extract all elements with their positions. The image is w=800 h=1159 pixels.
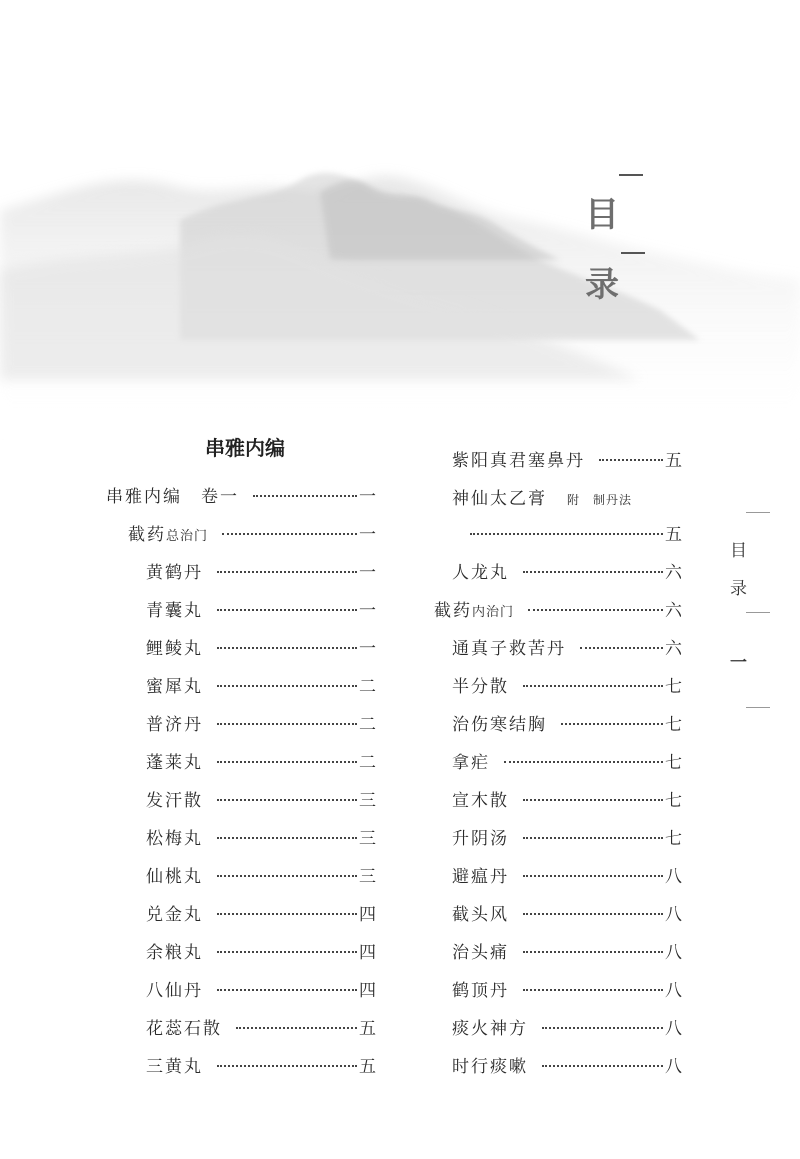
toc-entry-continued[interactable] [470, 520, 682, 548]
toc-entry-label: 余粮丸 [146, 943, 203, 963]
toc-entry[interactable] [106, 482, 376, 510]
leader-dots [217, 609, 357, 611]
leader-dots [580, 647, 663, 649]
toc-entry-page: 三 [359, 829, 376, 849]
toc-entry-label: 半分散 [452, 677, 509, 697]
toc-entry-page: 五 [665, 525, 682, 545]
toc-entry-label: 紫阳真君塞鼻丹 [452, 451, 585, 471]
toc-entry[interactable] [128, 520, 376, 548]
toc-entry-label: 花蕊石散 [146, 1019, 222, 1039]
toc-entry[interactable] [146, 558, 376, 586]
leader-dots [523, 571, 663, 573]
toc-entry-page: 七 [665, 753, 682, 773]
leader-dots [523, 951, 663, 953]
tab-rule-bottom [746, 707, 770, 708]
toc-entry[interactable] [146, 672, 376, 700]
title-dash-top [619, 174, 643, 176]
tab-page-number: 一 [730, 653, 747, 673]
leader-dots [217, 647, 357, 649]
toc-entry-page: 一 [359, 487, 376, 507]
toc-entry-page: 六 [665, 563, 682, 583]
tab-rule-middle [746, 612, 770, 613]
toc-entry-sublabel: 总治门 [166, 529, 209, 544]
toc-entry[interactable] [146, 748, 376, 776]
toc-entry-page: 五 [665, 451, 682, 471]
tab-rule-top [746, 512, 770, 513]
leader-dots [561, 723, 663, 725]
leader-dots [217, 951, 357, 953]
leader-dots [523, 989, 663, 991]
toc-entry-page: 二 [359, 715, 376, 735]
toc-entry-sublabel: 内治门 [472, 605, 515, 620]
leader-dots [217, 761, 357, 763]
toc-entry[interactable] [146, 938, 376, 966]
toc-entry-page: 五 [359, 1057, 376, 1077]
leader-dots [523, 799, 663, 801]
leader-dots [217, 875, 357, 877]
toc-entry[interactable] [146, 900, 376, 928]
toc-entry-page: 二 [359, 677, 376, 697]
toc-entry-label: 青囊丸 [146, 601, 203, 621]
toc-entry[interactable] [146, 710, 376, 738]
toc-entry-page: 一 [359, 525, 376, 545]
toc-entry-page: 二 [359, 753, 376, 773]
leader-dots [523, 837, 663, 839]
leader-dots [599, 459, 663, 461]
toc-entry-label: 黄鹤丹 [146, 563, 203, 583]
toc-entry-label: 升阴汤 [452, 829, 509, 849]
toc-entry-page: 八 [665, 1057, 682, 1077]
toc-entry[interactable] [452, 900, 682, 928]
tab-char-2: 录 [730, 579, 747, 599]
toc-entry[interactable] [146, 824, 376, 852]
page-title-vertical [585, 160, 645, 310]
title-char-2: 录 [585, 265, 619, 305]
toc-entry-label: 蜜犀丸 [146, 677, 203, 697]
toc-entry[interactable] [452, 786, 682, 814]
leader-dots [217, 837, 357, 839]
leader-dots [217, 799, 357, 801]
toc-entry-page: 八 [665, 1019, 682, 1039]
toc-entry-page: 一 [359, 639, 376, 659]
toc-entry[interactable] [452, 672, 682, 700]
toc-entry[interactable] [452, 710, 682, 738]
tab-char-1: 目 [730, 541, 747, 561]
toc-entry[interactable] [452, 824, 682, 852]
toc-entry[interactable] [452, 634, 682, 662]
leader-dots [253, 495, 357, 497]
toc-entry-page: 四 [359, 981, 376, 1001]
toc-entry[interactable] [452, 446, 682, 474]
leader-dots [523, 875, 663, 877]
leader-dots [217, 989, 357, 991]
section-title: 串雅内编 [205, 436, 285, 460]
toc-entry[interactable] [452, 976, 682, 1004]
toc-entry-page: 六 [665, 639, 682, 659]
toc-entry-label: 鲤鲮丸 [146, 639, 203, 659]
toc-entry-label: 鹤顶丹 [452, 981, 509, 1001]
leader-dots [236, 1027, 357, 1029]
toc-entry-label: 串雅内编 卷一 [106, 487, 239, 507]
toc-entry-page: 八 [665, 981, 682, 1001]
toc-entry-label: 通真子救苦丹 [452, 639, 566, 659]
toc-entry[interactable] [146, 862, 376, 890]
leader-dots [217, 571, 357, 573]
leader-dots [217, 685, 357, 687]
toc-entry[interactable] [146, 596, 376, 624]
leader-dots [542, 1027, 663, 1029]
title-char-1: 目 [585, 195, 619, 235]
toc-entry[interactable] [434, 596, 682, 624]
toc-entry-label: 发汗散 [146, 791, 203, 811]
toc-entry[interactable] [452, 862, 682, 890]
toc-entry-label: 八仙丹 [146, 981, 203, 1001]
toc-entry[interactable] [146, 1014, 376, 1042]
toc-entry-label: 拿疟 [452, 753, 490, 773]
toc-entry-label: 治头痛 [452, 943, 509, 963]
toc-entry-page: 七 [665, 715, 682, 735]
toc-entry-page: 三 [359, 791, 376, 811]
leader-dots [542, 1065, 663, 1067]
toc-entry[interactable] [452, 484, 682, 512]
toc-entry-label: 痰火神方 [452, 1019, 528, 1039]
toc-entry[interactable] [146, 634, 376, 662]
toc-entry-page: 八 [665, 943, 682, 963]
toc-entry[interactable] [452, 748, 682, 776]
ink-mountains-illustration [0, 100, 800, 440]
toc-entry-label: 神仙太乙膏 [452, 489, 547, 509]
toc-entry-page: 三 [359, 867, 376, 887]
leader-dots [523, 685, 663, 687]
toc-entry[interactable] [146, 786, 376, 814]
toc-entry-page: 四 [359, 905, 376, 925]
side-chapter-tab [722, 512, 772, 708]
leader-dots [528, 609, 663, 611]
title-dash-middle [621, 252, 645, 254]
leader-dots [523, 913, 663, 915]
toc-entry-page: 七 [665, 829, 682, 849]
toc-entry-label: 人龙丸 [452, 563, 509, 583]
toc-entry-page: 八 [665, 905, 682, 925]
toc-entry-label: 松梅丸 [146, 829, 203, 849]
toc-entry-label: 宣木散 [452, 791, 509, 811]
toc-entry-label: 截药 [434, 601, 472, 621]
toc-entry-page: 五 [359, 1019, 376, 1039]
toc-entry[interactable] [452, 558, 682, 586]
toc-entry-label: 蓬莱丸 [146, 753, 203, 773]
toc-entry-page: 七 [665, 791, 682, 811]
toc-entry[interactable] [452, 938, 682, 966]
leader-dots [504, 761, 663, 763]
toc-entry-label: 普济丹 [146, 715, 203, 735]
toc-entry-label: 时行痰嗽 [452, 1057, 528, 1077]
toc-entry-label: 兑金丸 [146, 905, 203, 925]
leader-dots [470, 533, 663, 535]
toc-entry-label: 截头风 [452, 905, 509, 925]
leader-dots [222, 533, 357, 535]
toc-entry[interactable] [452, 1014, 682, 1042]
leader-dots [217, 913, 357, 915]
leader-dots [217, 723, 357, 725]
leader-dots [217, 1065, 357, 1067]
toc-entry[interactable] [146, 976, 376, 1004]
toc-entry-page: 六 [665, 601, 682, 621]
toc-entry-label: 仙桃丸 [146, 867, 203, 887]
toc-entry-label: 截药 [128, 525, 166, 545]
toc-entry-page: 一 [359, 601, 376, 621]
toc-entry[interactable] [146, 1052, 376, 1080]
toc-entry-page: 四 [359, 943, 376, 963]
toc-entry-label: 避瘟丹 [452, 867, 509, 887]
toc-entry-label: 治伤寒结胸 [452, 715, 547, 735]
toc-entry-page: 八 [665, 867, 682, 887]
toc-entry-note: 附 制丹法 [567, 493, 633, 507]
toc-entry[interactable] [452, 1052, 682, 1080]
toc-entry-page: 一 [359, 563, 376, 583]
toc-entry-label: 三黄丸 [146, 1057, 203, 1077]
toc-entry-page: 七 [665, 677, 682, 697]
